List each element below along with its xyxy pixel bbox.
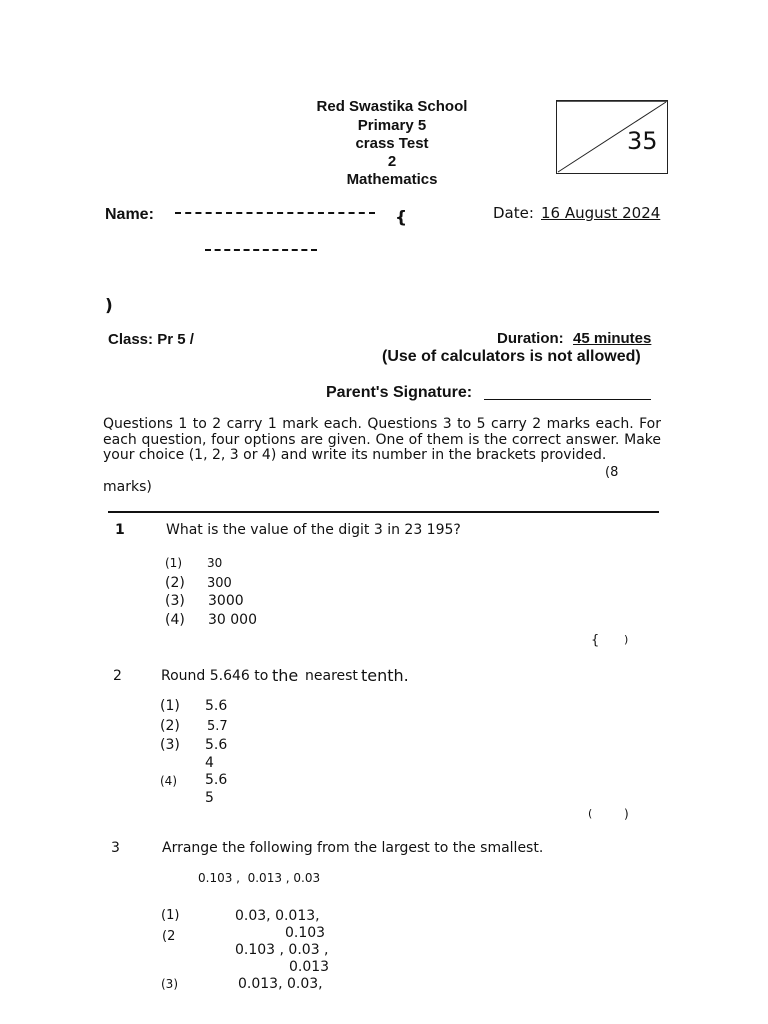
q1-answer-open[interactable]: { — [591, 633, 600, 648]
q2-text-d: tenth. — [361, 666, 409, 685]
q3-option-2-line1: 0.103 , 0.03 , — [235, 942, 329, 958]
level: Primary 5 — [357, 117, 427, 134]
marks-close: marks) — [103, 479, 152, 495]
section-divider — [108, 511, 659, 513]
q2-option-3-value-cont: 4 — [205, 755, 214, 771]
calculator-note: (Use of calculators is not allowed) — [382, 348, 641, 365]
test-number: 2 — [387, 153, 397, 170]
q1-option-2-label: (2) — [165, 575, 185, 591]
q1-answer-close: ) — [624, 633, 629, 646]
q1-option-1-label: (1) — [165, 556, 182, 570]
school-name: Red Swastika School — [316, 98, 468, 115]
date-value: 16 August 2024 — [541, 204, 661, 222]
duration-label: Duration: — [497, 330, 564, 347]
q3-option-1-line2: 0.103 — [285, 925, 326, 941]
q3-option-3-line1: 0.013, 0.03, — [238, 976, 323, 992]
q1-option-4-label: (4) — [165, 612, 185, 628]
q3-option-1-label: (1) — [161, 908, 180, 923]
date-label: Date: — [493, 204, 534, 222]
duration-value: 45 minutes — [573, 330, 652, 347]
score-total: 35 — [627, 127, 658, 155]
q1-text: What is the value of the digit 3 in 23 195? — [166, 522, 461, 538]
q2-option-4-label: (4) — [160, 774, 177, 788]
q3-option-2-label: (2 — [162, 929, 176, 944]
q2-option-1-value: 5.6 — [205, 698, 228, 714]
q2-option-4-value: 5.6 — [205, 772, 228, 788]
name-blank-line-2[interactable] — [205, 249, 317, 251]
q1-number: 1 — [115, 522, 125, 538]
marks-open: (8 — [605, 465, 619, 480]
class-label: Class: Pr 5 / — [108, 331, 194, 348]
q3-text: Arrange the following from the largest to the smallest. — [162, 840, 544, 856]
q2-answer-open[interactable]: ( — [588, 807, 593, 820]
q2-number: 2 — [113, 668, 122, 684]
q2-option-2-label: (2) — [160, 718, 180, 734]
test-name: crass Test — [355, 135, 429, 152]
q3-option-1-line1: 0.03, 0.013, — [235, 908, 320, 924]
q1-option-4-value: 30 000 — [208, 612, 257, 628]
q2-option-4-value-cont: 5 — [205, 790, 214, 806]
name-open-bracket: { — [395, 208, 408, 228]
q1-option-3-label: (3) — [165, 593, 185, 609]
q3-option-2-line2: 0.013 — [289, 959, 330, 975]
name-label: Name: — [105, 206, 154, 223]
q1-option-1-value: 30 — [207, 556, 223, 570]
q3-option-3-label: (3) — [161, 977, 178, 991]
q2-option-2-value: 5.7 — [207, 719, 228, 734]
q2-text-a: Round 5.646 to — [161, 668, 269, 684]
parent-signature-line[interactable] — [484, 399, 651, 400]
q1-option-3-value: 3000 — [208, 593, 244, 609]
score-box — [556, 100, 668, 174]
q3-numbers: 0.103 , 0.013 , 0.03 — [198, 871, 321, 885]
q2-option-1-label: (1) — [160, 698, 180, 714]
q2-text-b: the — [272, 666, 299, 685]
q2-answer-close: ) — [624, 807, 629, 821]
q2-option-3-label: (3) — [160, 737, 180, 753]
parent-signature-label: Parent's Signature: — [326, 384, 473, 401]
instructions: Questions 1 to 2 carry 1 mark each. Questions 3 to 5 carry 2 marks each. For each question, four options are given. One of them is the correct answer. Make your choice (1, 2, 3 or 4) and write its number in the brackets provided. — [103, 416, 661, 463]
q2-option-3-value: 5.6 — [205, 737, 228, 753]
name-close-bracket: ) — [105, 296, 113, 316]
q2-text-c: nearest — [305, 668, 358, 684]
q1-option-2-value: 300 — [207, 576, 232, 591]
name-blank-line[interactable] — [175, 212, 375, 214]
subject: Mathematics — [346, 171, 438, 188]
q3-number: 3 — [111, 840, 120, 856]
